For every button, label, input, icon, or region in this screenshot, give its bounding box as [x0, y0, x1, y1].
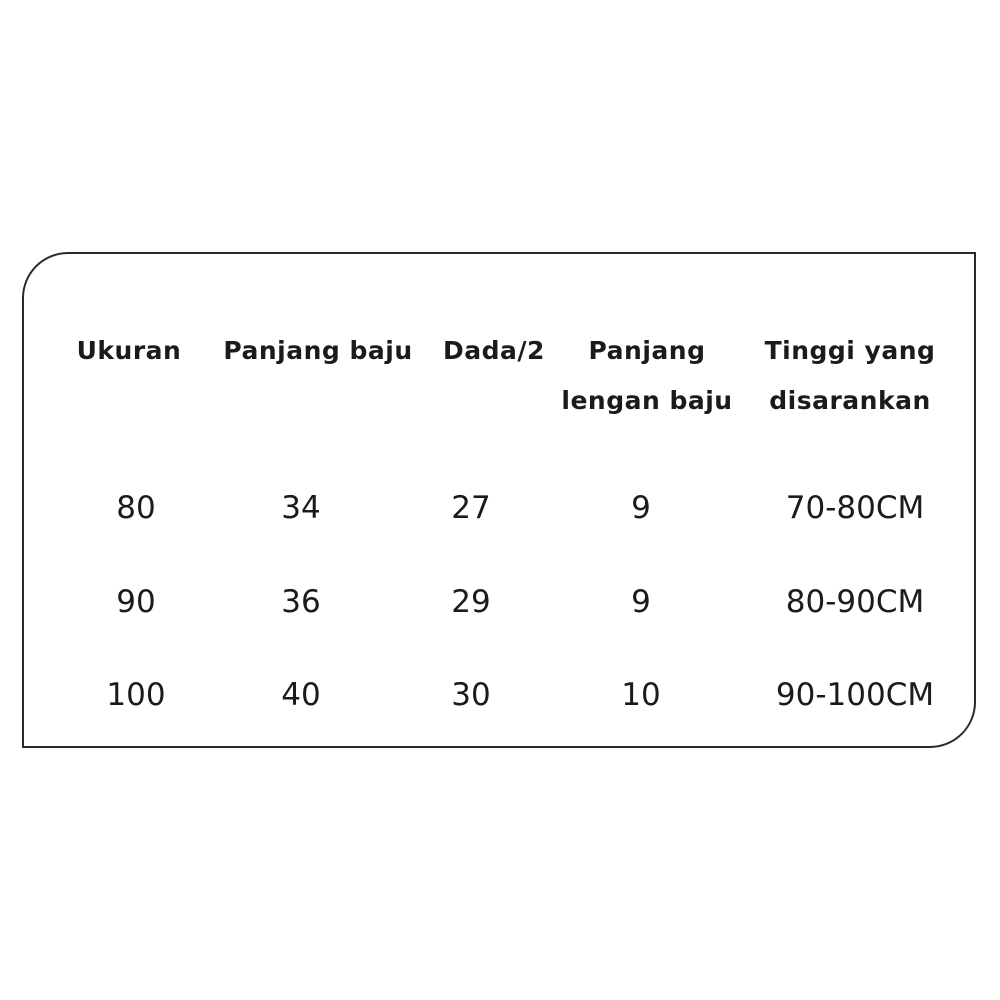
table-cell-r3-dada: 30 — [451, 677, 491, 713]
header-panjang-lengan — [561, 326, 732, 426]
header-tinggi-line-1: Tinggi yang — [764, 336, 936, 365]
header-ukuran — [77, 326, 182, 376]
table-cell-r2-lengan: 9 — [631, 584, 651, 620]
header-ukuran-label: Ukuran — [76, 336, 182, 365]
header-panjang-baju-label: Panjang baju — [223, 336, 413, 365]
table-cell-r3-ukuran: 100 — [106, 677, 166, 713]
table-cell-r2-dada: 29 — [451, 584, 491, 620]
header-tinggi — [765, 326, 936, 426]
table-cell-r3-panjang-baju: 40 — [281, 677, 321, 713]
header-dada-label: Dada/2 — [443, 336, 545, 365]
header-panjang-lengan-line-1: Panjang — [588, 336, 706, 365]
header-dada — [443, 326, 545, 376]
table-cell-r1-lengan: 9 — [631, 490, 651, 526]
header-panjang-baju — [223, 326, 412, 376]
table-cell-r2-tinggi: 80-90CM — [785, 584, 925, 620]
header-tinggi-line-2: disarankan — [769, 386, 931, 415]
table-cell-r1-panjang-baju: 34 — [281, 490, 321, 526]
header-panjang-lengan-line-2: lengan baju — [561, 386, 733, 415]
table-cell-r1-tinggi: 70-80CM — [785, 490, 925, 526]
table-cell-r2-ukuran: 90 — [116, 584, 156, 620]
table-cell-r3-tinggi: 90-100CM — [775, 677, 935, 713]
table-cell-r1-dada: 27 — [451, 490, 491, 526]
table-cell-r3-lengan: 10 — [621, 677, 661, 713]
table-cell-r1-ukuran: 80 — [116, 490, 156, 526]
table-cell-r2-panjang-baju: 36 — [281, 584, 321, 620]
